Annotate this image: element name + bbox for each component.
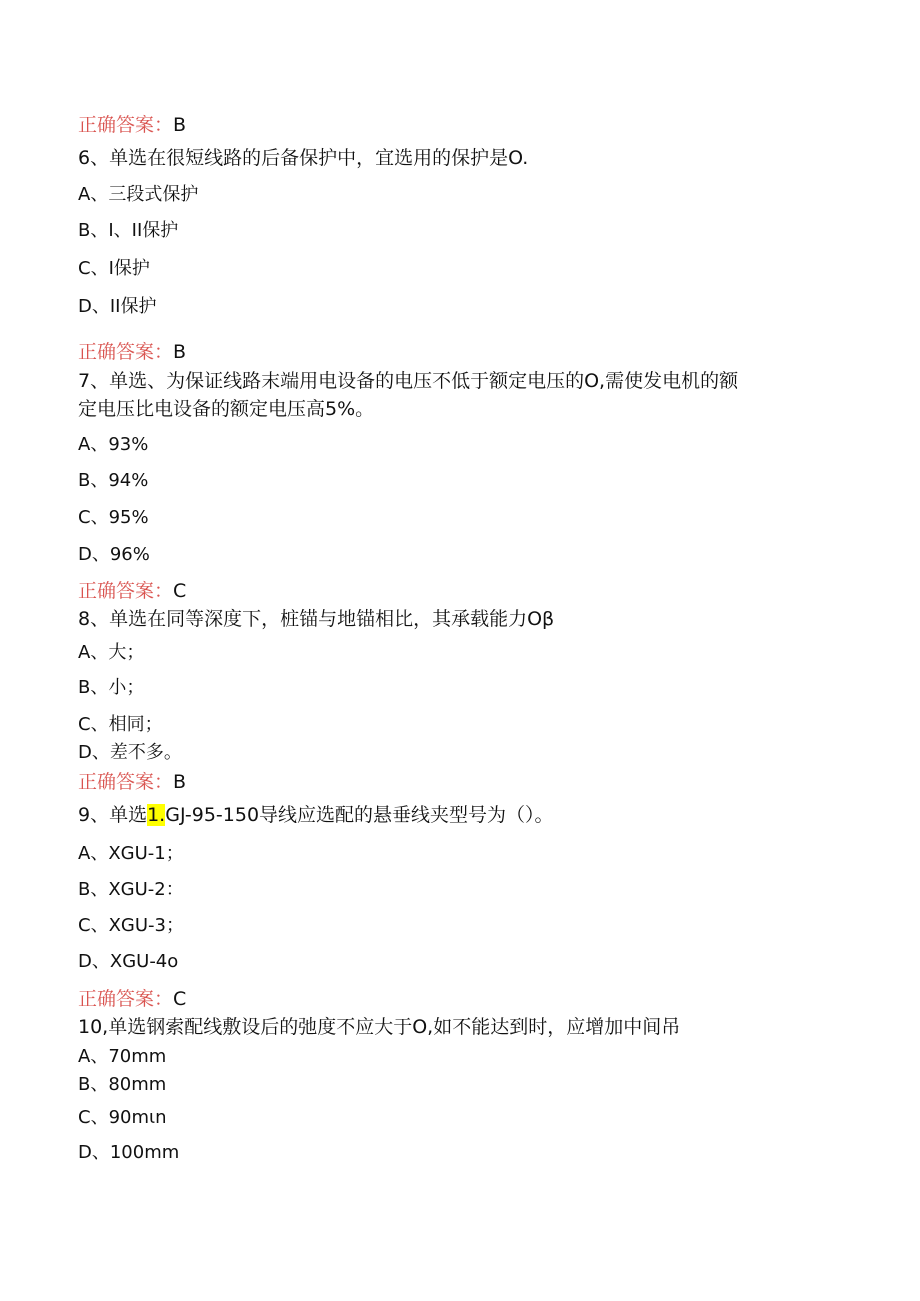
- option-8a: A、大；: [78, 642, 145, 663]
- option-6a: A、三段式保护: [78, 184, 199, 205]
- answer-label: 正确答案：: [78, 341, 174, 363]
- option-7c: C、95%: [78, 507, 149, 528]
- option-8b: B、小；: [78, 677, 145, 698]
- option-9b: B、XGU-2：: [78, 879, 184, 900]
- answer-label: 正确答案：: [78, 114, 174, 136]
- answer-value: B: [173, 341, 187, 363]
- option-9a: A、XGU-1；: [78, 843, 184, 864]
- option-7b: B、94%: [78, 470, 149, 491]
- option-7d: D、96%: [78, 544, 150, 565]
- option-8c: C、相同；: [78, 714, 163, 735]
- question-9: [78, 803, 554, 827]
- answer-label: 正确答案：: [78, 771, 174, 793]
- option-9c: C、XGU-3；: [78, 915, 184, 936]
- option-6d: D、II保护: [78, 296, 157, 317]
- answer-value: C: [173, 580, 187, 602]
- option-6b: B、I、II保护: [78, 220, 179, 241]
- question-9-suffix: GJ-95-150导线应选配的悬垂线夹型号为（）。: [165, 804, 554, 826]
- question-7-line1: 7、单选、为保证线路末端用电设备的电压不低于额定电压的O,需使发电机的额: [78, 370, 739, 392]
- option-6c: C、I保护: [78, 258, 150, 279]
- answer-value: C: [173, 988, 187, 1010]
- question-10: 10,单选钢索配线敷设后的弛度不应大于O,如不能达到时，应增加中间吊: [78, 1016, 681, 1038]
- answer-line-q6: [78, 340, 186, 364]
- question-8: 8、单选在同等深度下，桩锚与地锚相比，其承载能力Oβ: [78, 608, 555, 630]
- question-7-line2: 定电压比电设备的额定电压高5%。: [78, 398, 375, 420]
- answer-value: B: [173, 114, 187, 136]
- option-10d: D、100mm: [78, 1142, 180, 1163]
- question-9-prefix: 9、单选: [78, 804, 148, 826]
- answer-line-q5: [78, 113, 186, 137]
- answer-label: 正确答案：: [78, 988, 174, 1010]
- answer-label: 正确答案：: [78, 580, 174, 602]
- option-10a: A、70mm: [78, 1046, 167, 1067]
- answer-value: B: [173, 771, 187, 793]
- option-8d: D、差不多。: [78, 742, 182, 763]
- option-7a: A、93%: [78, 434, 149, 455]
- option-9d: D、XGU-4o: [78, 951, 179, 972]
- option-10b: B、80mm: [78, 1074, 167, 1095]
- answer-line-q9: [78, 987, 186, 1011]
- answer-line-q7: [78, 579, 186, 603]
- option-10c: C、90mιn: [78, 1107, 167, 1128]
- answer-line-q8: [78, 770, 186, 794]
- question-9-highlight: 1.: [147, 804, 166, 826]
- question-6: 6、单选在很短线路的后备保护中，宜选用的保护是O.: [78, 147, 529, 169]
